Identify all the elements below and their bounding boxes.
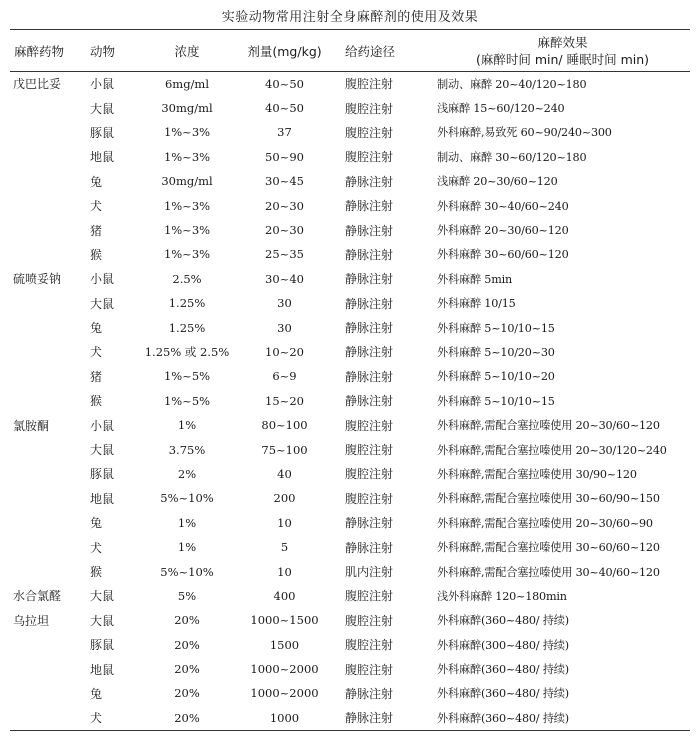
cell-animal: 犬 [82, 706, 142, 730]
cell-route: 静脉注射 [345, 516, 394, 531]
cell-concentration: 30mg/ml [161, 101, 213, 116]
cell-effect: 外科麻醉,需配合塞拉嗪使用 30~60/60~120 [437, 541, 660, 555]
cell-concentration: 1.25% [168, 320, 206, 335]
cell-animal: 地鼠 [90, 150, 115, 165]
cell-drug [10, 681, 82, 705]
cell-animal: 犬 [90, 540, 103, 555]
header-drug: 麻醉药物 [10, 30, 82, 72]
cell-effect: 制动、麻醉 30~60/120~180 [437, 150, 587, 164]
cell-drug: 乌拉坦 [13, 613, 50, 628]
cell-route: 腹腔注射 [345, 150, 394, 165]
cell-concentration: 1% [177, 540, 197, 555]
header-route: 给药途径 [337, 30, 435, 72]
cell-effect: 外科麻醉(360~480/ 持续) [435, 706, 690, 730]
table-row [10, 462, 690, 486]
cell-effect: 外科麻醉 20~30/60~120 [437, 224, 569, 238]
cell-effect: 外科麻醉 5~10/10~15 [437, 321, 555, 335]
cell-animal: 兔 [90, 516, 103, 531]
cell-drug [10, 120, 82, 144]
cell-dose: 20~30 [265, 223, 304, 238]
cell-dose: 80~100 [261, 418, 308, 433]
cell-route: 静脉注射 [345, 369, 394, 384]
cell-route: 静脉注射 [345, 686, 394, 701]
cell-dose: 10 [277, 515, 292, 530]
cell-animal: 猪 [90, 369, 103, 384]
cell-drug [10, 291, 82, 315]
cell-concentration: 1%~3% [163, 247, 211, 262]
cell-concentration: 1.25% [168, 296, 206, 311]
cell-animal: 兔 [90, 174, 103, 189]
cell-animal: 大鼠 [90, 589, 115, 604]
cell-route: 腹腔注射 [345, 491, 394, 506]
cell-drug: 戊巴比妥 [13, 77, 62, 92]
cell-concentration: 5%~10% [160, 564, 214, 579]
cell-route: 静脉注射 [345, 394, 394, 409]
cell-effect: 外科麻醉,需配合塞拉嗪使用 20~30/60~120 [437, 419, 660, 433]
cell-animal: 大鼠 [90, 101, 115, 116]
cell-animal: 小鼠 [90, 418, 115, 433]
table-row [10, 291, 690, 315]
cell-route: 静脉注射 [345, 345, 394, 360]
cell-animal: 兔 [90, 686, 103, 701]
cell-drug [10, 462, 82, 486]
table-row [10, 193, 690, 217]
table-row [10, 559, 690, 583]
cell-route: 腹腔注射 [345, 662, 394, 677]
cell-concentration: 5% [177, 588, 197, 603]
cell-concentration: 6mg/ml [164, 76, 210, 91]
cell-effect: 外科麻醉,需配合塞拉嗪使用 20~30/120~240 [437, 443, 667, 457]
cell-dose: 25~35 [265, 247, 304, 262]
cell-route: 静脉注射 [345, 540, 394, 555]
table-row [10, 681, 690, 705]
cell-effect: 外科麻醉,易致死 60~90/240~300 [437, 126, 612, 140]
cell-animal: 小鼠 [90, 272, 115, 287]
cell-drug [10, 706, 82, 730]
cell-concentration: 20% [174, 637, 200, 652]
cell-concentration: 20% [174, 686, 200, 701]
cell-animal: 猪 [90, 223, 103, 238]
cell-animal: 大鼠 [90, 443, 115, 458]
table-row [10, 267, 690, 291]
table-row [10, 632, 690, 656]
cell-route: 腹腔注射 [345, 77, 394, 92]
cell-dose: 40~50 [265, 76, 304, 91]
table-row [10, 535, 690, 559]
cell-effect: 外科麻醉 30~40/60~240 [437, 199, 569, 213]
table-row [10, 706, 690, 730]
table-row [10, 364, 690, 388]
cell-drug [10, 218, 82, 242]
cell-animal: 地鼠 [90, 662, 115, 677]
cell-route: 腹腔注射 [345, 589, 394, 604]
cell-dose: 50~90 [265, 149, 304, 164]
cell-route: 静脉注射 [345, 174, 394, 189]
table-row [10, 486, 690, 510]
cell-drug: 硫喷妥钠 [13, 272, 62, 287]
cell-dose: 40 [277, 466, 292, 481]
table-row [10, 437, 690, 461]
header-animal: 动物 [82, 30, 142, 72]
cell-animal: 犬 [90, 345, 103, 360]
table-row [10, 657, 690, 681]
cell-drug [10, 535, 82, 559]
table-row [10, 72, 690, 96]
cell-dose: 30~40 [265, 271, 304, 286]
cell-dose: 1000 [232, 706, 337, 730]
cell-concentration: 1%~3% [163, 149, 211, 164]
cell-dose: 1000~2000 [250, 686, 319, 701]
cell-drug [10, 169, 82, 193]
cell-effect: 外科麻醉 5~10/10~15 [437, 394, 555, 408]
cell-animal: 猴 [90, 565, 103, 579]
cell-route: 腹腔注射 [345, 467, 394, 482]
cell-effect: 外科麻醉 30~60/60~120 [437, 248, 569, 262]
cell-concentration: 1%~5% [163, 393, 211, 408]
cell-route: 腹腔注射 [345, 101, 394, 116]
cell-animal: 兔 [90, 321, 103, 336]
cell-drug [10, 242, 82, 266]
cell-dose: 15~20 [265, 393, 304, 408]
table-row [10, 584, 690, 608]
header-effect [435, 30, 690, 72]
cell-dose: 10 [277, 564, 292, 579]
cell-effect: 外科麻醉,需配合塞拉嗪使用 30/90~120 [437, 467, 637, 481]
cell-drug [10, 437, 82, 461]
cell-effect: 浅麻醉 20~30/60~120 [437, 175, 558, 189]
cell-animal: 豚鼠 [90, 638, 115, 653]
cell-drug [10, 145, 82, 169]
cell-drug: 氯胺酮 [13, 418, 50, 433]
cell-animal: 小鼠 [90, 77, 115, 92]
cell-route: 肌内注射 [345, 565, 394, 579]
cell-effect: 外科麻醉,需配合塞拉嗪使用 20~30/60~90 [437, 516, 653, 530]
cell-drug [10, 486, 82, 510]
cell-animal: 猴 [90, 247, 103, 262]
cell-route: 腹腔注射 [345, 613, 394, 628]
cell-effect: 外科麻醉,需配合塞拉嗪使用 30~60/90~150 [437, 492, 660, 506]
cell-concentration: 1%~5% [163, 369, 211, 384]
table-row [10, 242, 690, 266]
cell-drug [10, 315, 82, 339]
cell-effect: 外科麻醉,需配合塞拉嗪使用 30~40/60~120 [437, 565, 660, 579]
cell-dose: 30 [277, 320, 292, 335]
cell-dose: 20~30 [265, 198, 304, 213]
cell-drug [10, 96, 82, 120]
cell-dose: 1000~1500 [250, 613, 319, 628]
cell-route: 静脉注射 [345, 296, 394, 311]
cell-drug [10, 559, 82, 583]
cell-drug [10, 632, 82, 656]
table-row [10, 389, 690, 413]
table-title: 实验动物常用注射全身麻醉剂的使用及效果 [221, 10, 479, 25]
cell-concentration: 20% [174, 613, 200, 628]
cell-animal: 豚鼠 [90, 467, 115, 482]
header-concentration: 浓度 [142, 30, 232, 72]
cell-route: 腹腔注射 [345, 418, 394, 433]
cell-concentration: 30mg/ml [161, 174, 213, 189]
cell-effect: 外科麻醉 5min [437, 272, 513, 286]
cell-route: 静脉注射 [345, 247, 394, 262]
cell-drug [10, 340, 82, 364]
cell-effect: 外科麻醉(360~480/ 持续) [437, 687, 569, 701]
cell-effect: 外科麻醉(360~480/ 持续) [437, 663, 569, 677]
cell-dose: 37 [277, 125, 292, 140]
cell-route: 腹腔注射 [345, 638, 394, 653]
cell-animal: 猴 [90, 394, 103, 409]
cell-effect: 制动、麻醉 20~40/120~180 [437, 77, 587, 91]
table-row [10, 315, 690, 339]
cell-effect: 外科麻醉(300~480/ 持续) [437, 638, 569, 652]
cell-effect: 外科麻醉 5~10/10~20 [437, 370, 555, 384]
cell-concentration: 2% [177, 466, 197, 481]
cell-effect: 外科麻醉(360~480/ 持续) [437, 614, 569, 628]
cell-drug [10, 193, 82, 217]
cell-drug [10, 364, 82, 388]
cell-drug [10, 511, 82, 535]
cell-effect: 浅麻醉 15~60/120~240 [437, 102, 565, 116]
cell-route: 腹腔注射 [345, 443, 394, 458]
table-row [10, 340, 690, 364]
cell-route: 静脉注射 [337, 706, 435, 730]
cell-concentration: 20% [174, 662, 200, 677]
cell-effect: 外科麻醉 5~10/20~30 [437, 345, 555, 359]
cell-concentration: 2.5% [172, 271, 202, 286]
cell-dose: 30~45 [265, 174, 304, 189]
table-row [10, 413, 690, 437]
cell-drug [10, 389, 82, 413]
cell-animal: 大鼠 [90, 613, 115, 628]
header-effect-title: 麻醉效果 [537, 34, 588, 50]
cell-dose: 1500 [269, 637, 300, 652]
cell-animal: 大鼠 [90, 296, 115, 311]
anesthetic-table [10, 29, 690, 731]
table-header [10, 30, 690, 72]
cell-concentration: 20% [142, 706, 232, 730]
cell-animal: 地鼠 [90, 491, 115, 506]
cell-route: 静脉注射 [345, 321, 394, 336]
cell-dose: 30 [277, 296, 292, 311]
table-row [10, 120, 690, 144]
cell-dose: 400 [273, 588, 296, 603]
cell-route: 静脉注射 [345, 223, 394, 238]
cell-concentration: 3.75% [168, 442, 206, 457]
header-effect-subtitle: (麻醉时间 min/ 睡眠时间 min) [475, 51, 650, 67]
header-row [10, 30, 690, 72]
cell-drug [10, 657, 82, 681]
cell-dose: 200 [273, 491, 296, 506]
table-body [10, 72, 690, 731]
cell-dose: 75~100 [261, 442, 308, 457]
cell-dose: 10~20 [265, 344, 304, 359]
cell-concentration: 1%~3% [163, 125, 211, 140]
cell-concentration: 1% [177, 418, 197, 433]
cell-dose: 6~9 [272, 369, 297, 384]
cell-dose: 1000~2000 [250, 662, 319, 677]
cell-concentration: 1%~3% [163, 223, 211, 238]
cell-effect: 浅外科麻醉 120~180min [437, 589, 567, 603]
cell-animal: 豚鼠 [90, 125, 115, 140]
cell-concentration: 1% [177, 515, 197, 530]
table-row [10, 96, 690, 120]
cell-animal: 犬 [90, 199, 103, 214]
header-dose: 剂量(mg/kg) [232, 30, 337, 72]
cell-route: 静脉注射 [345, 272, 394, 287]
cell-drug: 水合氯醛 [13, 589, 62, 604]
cell-route: 静脉注射 [345, 199, 394, 214]
cell-dose: 5 [280, 540, 289, 555]
cell-dose: 40~50 [265, 101, 304, 116]
table-row [10, 169, 690, 193]
cell-effect: 外科麻醉 10/15 [437, 297, 516, 311]
table-row [10, 608, 690, 632]
cell-route: 腹腔注射 [345, 125, 394, 140]
cell-concentration: 5%~10% [160, 491, 214, 506]
cell-concentration: 1%~3% [163, 198, 211, 213]
table-row [10, 145, 690, 169]
cell-concentration: 1.25% 或 2.5% [144, 344, 230, 359]
table-row [10, 511, 690, 535]
table-row [10, 218, 690, 242]
